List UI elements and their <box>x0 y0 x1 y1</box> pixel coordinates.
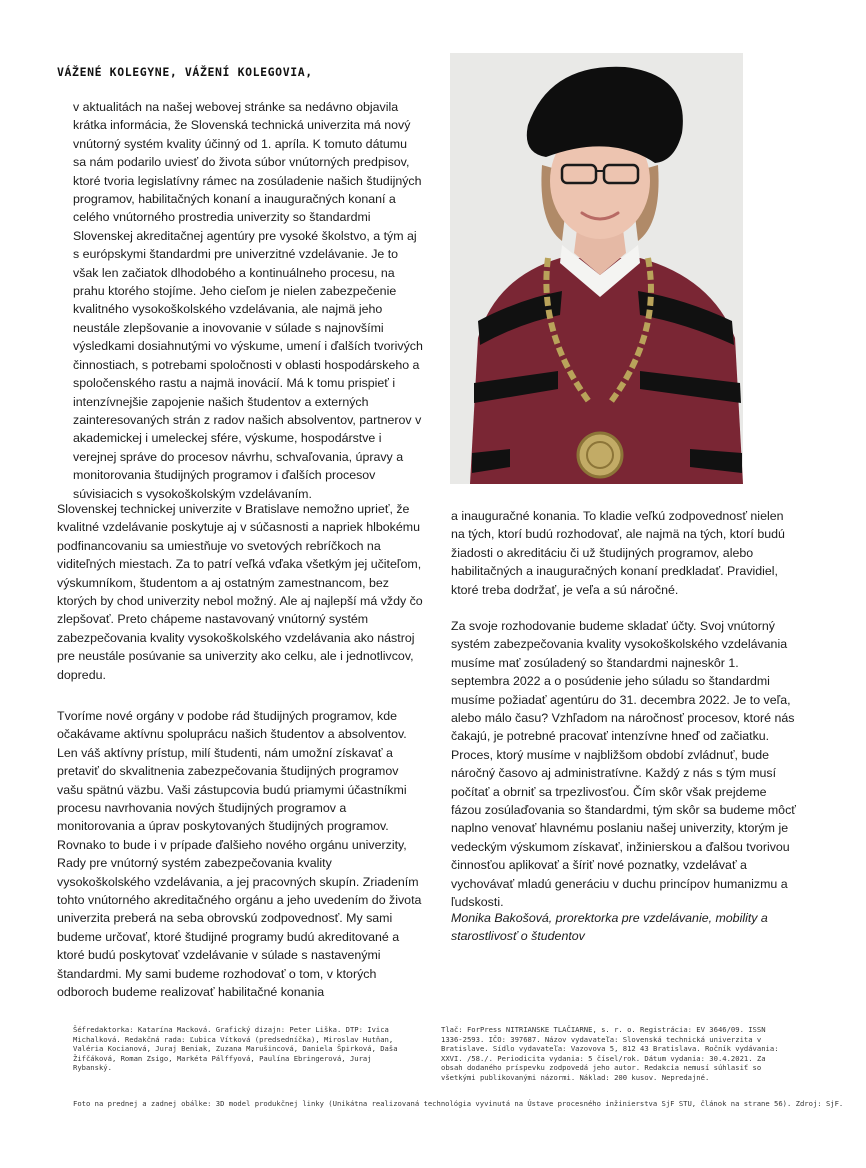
author-signature: Monika Bakošová, prorektorka pre vzdelávanie, mobility a starostlivosť o študentov <box>451 911 768 944</box>
footer-publisher-info: Tlač: ForPress NITRIANSKE TLAČIARNE, s. r. o. Registrácia: EV 3646/09. ISSN 1336-2593. IČO: 397687. Názov vydavateľa: Slovenská technická univerzita v Bratislave. Sídlo vydavateľa: Vazovova 5, 812 43 Bratislava. Ročník vydávania: XXVI. /58./. Periodicita vydania: 5 čísel/rok. Dátum vydania: 30.4.2021. Za obsah dodaného príspevku zodpovedá jeho autor. Redakcia nemusí súhlasiť so všetkými publikovanými názormi. Náklad: 200 kusov. Nepredajné. <box>441 1025 779 1082</box>
article-paragraph-3: Tvoríme nové orgány v podobe rád študijných programov, kde očakávame aktívnu spoluprácu našich študentov a absolventov. Len váš aktívny prístup, milí študenti, nám umožní získavať a pretaviť do skvalitnenia zabezpečovania študijných programov vašu spätnú väzbu. Vaši zástupcovia budú priamymi účastníkmi procesu navrhovania nových študijných programov a monitorovania a úprav poskytovaných študijných programov. Rovnako to bude i v prípade ďalšieho nového orgánu univerzity, Rady pre vnútorný systém zabezpečovania kvality vysokoškolského vzdelávania, a jej pracovných skupín. Zriadením tohto vnútorného akreditačného orgánu a jeho uvedením do života univerzita preberá na seba obrovskú zodpovednosť. My sami budeme určovať, ktoré študijné programy budú akreditované a ktoré budú poskytovať vzdelávanie v súlade s nastavenými štandardmi. My sami budeme rozhodovať o tom, v ktorých odboroch budeme realizovať habilitačné konania <box>57 709 422 1000</box>
portrait-illustration <box>450 53 743 484</box>
article-paragraph-1: v aktualitách na našej webovej stránke sa nedávno objavila krátka informácia, že Slovenská technická univerzita má nový vnútorný systém kvality účinný od 1. apríla. K tomuto dátumu sa nám podarilo uviesť do života súbor vnútorných predpisov, ktoré tvoria legislatívny rámec na zosúladenie našich študijných programov, habilitačných konaní a inauguračných konaní a celého vnútorného prostredia univerzity so štandardmi Slovenskej akreditačnej agentúry pre vysoké školstvo, a tým aj s európskymi štandardmi pre univerzitné vzdelávanie. Je to však len začiatok dlhodobého a kontinuálneho procesu, na prahu ktorého stojíme. Jeho cieľom je nielen zabezpečenie kvalitného vysokoškolského vzdelávania, ale najmä jeho neustále zlepšovanie a inovovanie v súlade s najnovšími výsledkami dosiahnutými vo výskume, umení i ďalších tvorivých činnostiach, s potrebami spoločnosti v oblasti hospodárskeho a spoločenského rastu a najmä inovácií. Má k tomu prispieť i intenzívnejšie zapojenie našich študentov a externých zainteresovaných strán z radov našich absolventov, partnerov v akademickej i umeleckej sfére, výskume, hospodárstve i verejnej správe do procesov návrhu, schvaľovania, úpravy a monitorovania študijných programov i ďalších procesov súvisiacich s vysokoškolským vzdelávaním. <box>73 100 423 501</box>
article-paragraph-5: Za svoje rozhodovanie budeme skladať účty. Svoj vnútorný systém zabezpečovania kvality vysokoškolského vzdelávania musíme mať zosúladený so štandardmi najneskôr 1. septembra 2022 a o posúdenie jeho súladu so štandardmi musíme požiadať agentúru do 31. decembra 2022. Je to veľa, alebo málo času? Vzhľadom na náročnosť procesov, ktoré nás čakajú, je potrebné pracovať intenzívne hneď od začiatku. Proces, ktorý musíme v najbližšom období zvládnuť, bude náročný časovo aj administratívne. Každý z nás s tým musí počítať a obrniť sa trpezlivosťou. Čím skôr však prejdeme fázou zosúlaďovania so štandardmi, tým skôr sa budeme môcť naplno venovať hlavnému poslaniu našej univerzity, ktorým je vedeckým výskumom získavať, inžinierskou a ďalšou tvorivou činnosťou aplikovať a šíriť nové poznatky, vzdelávať a vychovávať mladú generáciu v duchu princípov humanizmu a ľudskosti. <box>451 619 796 910</box>
article-heading: VÁŽENÉ KOLEGYNE, VÁŽENÍ KOLEGOVIA, <box>57 65 313 79</box>
portrait-photo <box>450 53 743 484</box>
article-paragraph-2: Slovenskej technickej univerzite v Bratislave nemožno uprieť, že kvalitné vzdelávanie poskytuje aj v súčasnosti a napriek hlbokému podfinancovaniu sa umiestňuje vo svetových rebríčkoch na viditeľných miestach. Za to patrí veľká vďaka všetkým jej učiteľom, výskumníkom, študentom a aj ostatným zamestnancom, bez ktorých by chod univerzity nebol možný. Ale aj najlepší má vždy čo zlepšovať. Preto chápeme nastavovaný vnútorný systém zabezpečovania kvality vysokoškolského vzdelávania ako nástroj pre neustále posúvanie sa univerzity ako celku, ale i jednotlivcov, dopredu. <box>57 502 423 682</box>
article-paragraph-4: a inauguračné konania. To kladie veľkú zodpovednosť nielen na tých, ktorí budú rozhodovať, ale najmä na tých, ktorí budú žiadosti o akreditáciu či už študijných programov, alebo habilitačných a inauguračných konaní predkladať. Pravidiel, ktoré treba dodržať, je veľa a sú náročné. <box>451 509 785 597</box>
footer-photo-credit: Foto na prednej a zadnej obálke: 3D model produkčnej linky (Unikátna realizovaná technológia vyvinutá na Ústave procesného inžinierstva SjF STU, článok na strane 56). Zdroj: SjF. <box>73 1099 844 1108</box>
footer-editorial-credits: Šéfredaktorka: Katarína Macková. Grafický dizajn: Peter Liška. DTP: Ivica Michalková. Redakčná rada: Ľubica Vítková (predsedníčka), Miroslav Hutňan, Valéria Kocianová, Juraj Beniak, Zuzana Marušincová, Daniela Špirková, Daša Žifčáková, Roman Zsigo, Markéta Pálffyová, Paulína Ebringerová, Juraj Rybanský. <box>73 1025 398 1073</box>
